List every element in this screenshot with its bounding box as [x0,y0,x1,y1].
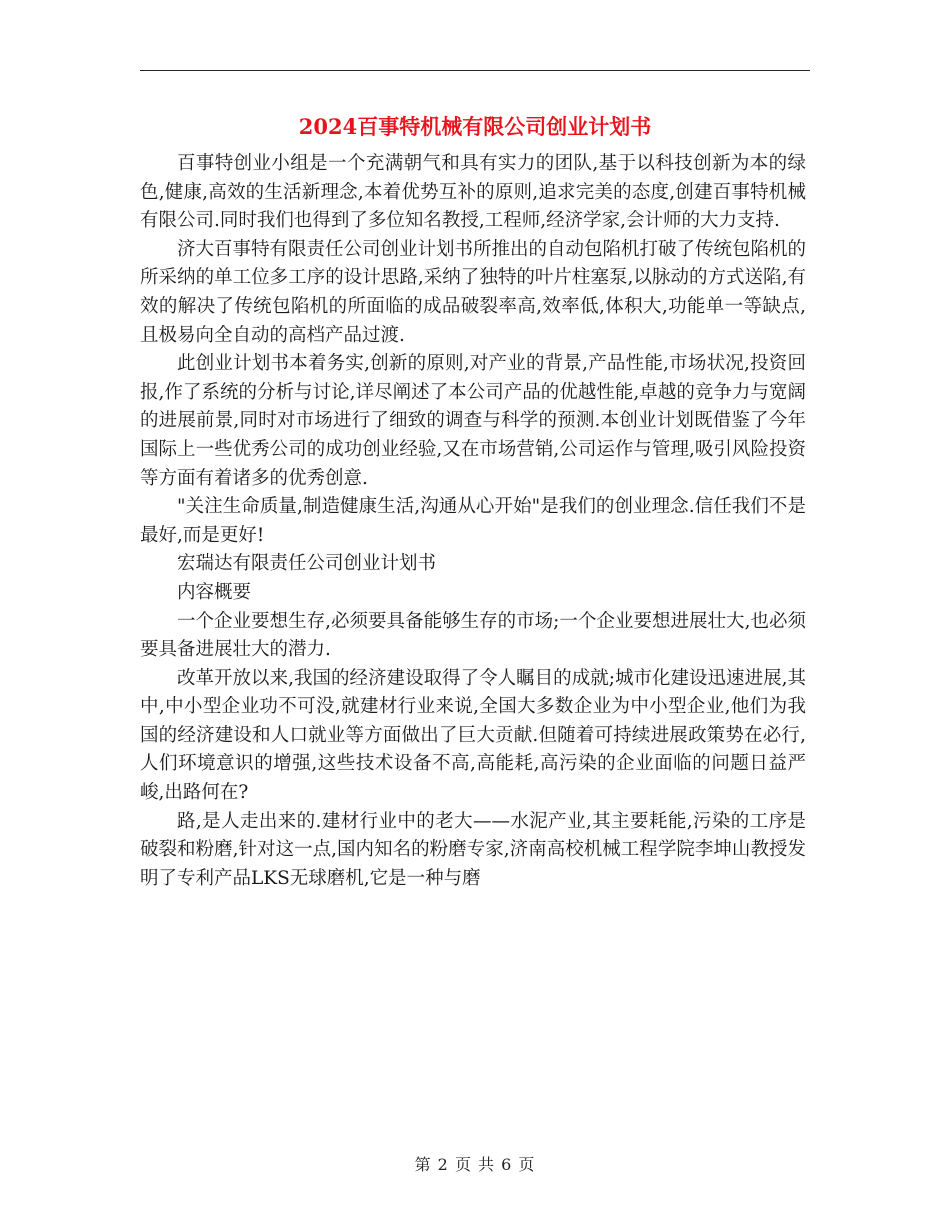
paragraph-product: 济大百事特有限责任公司创业计划书所推出的自动包陷机打破了传统包陷机的所采纳的单工位多工序的设计思路,采纳了独特的叶片柱塞泵,以脉动的方式送陷,有效的解决了传统包陷机的所面临的成品破裂率高,效率低,体积大,功能单一等缺点,且极易向全自动的高档产品过渡. [140,238,807,346]
paragraph-plan-summary: 此创业计划书本着务实,创新的原则,对产业的背景,产品性能,市场状况,投资回报,作了系统的分析与讨论,详尽阐述了本公司产品的优越性能,卓越的竞争力与宽阔的进展前景,同时对市场进行了细致的调查与科学的预测.本创业计划既借鉴了今年国际上一些优秀公司的成功创业经验,又在市场营销,公司运作与管理,吸引风险投资等方面有着诸多的优秀创意. [140,353,806,489]
header-rule [140,70,810,71]
section-heading-company: 宏瑞达有限责任公司创业计划书 [177,553,437,575]
paragraph-motto: "关注生命质量,制造健康生活,沟通从心开始"是我们的创业理念.信任我们不是最好,而是更好! [140,496,806,546]
page-footer: 第 2 页 共 6 页 [414,1155,536,1174]
section-heading-overview: 内容概要 [177,581,252,603]
document-body [140,150,806,893]
paragraph-enterprise: 一个企业要想生存,必须要具备能够生存的市场;一个企业要想进展壮大,也必须要具备进展壮大的潜力. [140,610,806,661]
paragraph-reform: 改革开放以来,我国的经济建设取得了令人瞩目的成就;城市化建设迅速进展,其中,中小型企业功不可没,就建材行业来说,全国大多数企业为中小型企业,他们为我国的经济建设和人口就业等方面做出了巨大贡献.但随着可持续进展政策势在必行,人们环境意识的增强,这些技术设备不高,高能耗,高污染的企业面临的问题日益严峻,出路何在? [140,667,806,804]
paragraph-cement: 路,是人走出来的.建材行业中的老大——水泥产业,其主要耗能,污染的工序是破裂和粉磨,针对这一点,国内知名的粉磨专家,济南高校机械工程学院李坤山教授发明了专利产品LKS无球磨机,它是一种与磨 [140,810,806,889]
paragraph-intro: 百事特创业小组是一个充满朝气和具有实力的团队,基于以科技创新为本的绿色,健康,高效的生活新理念,本着优势互补的原则,追求完美的态度,创建百事特机械有限公司.同时我们也得到了多位知名教授,工程师,经济学家,会计师的大力支持. [140,153,806,232]
document-title: 2024百事特机械有限公司创业计划书 [298,114,652,139]
